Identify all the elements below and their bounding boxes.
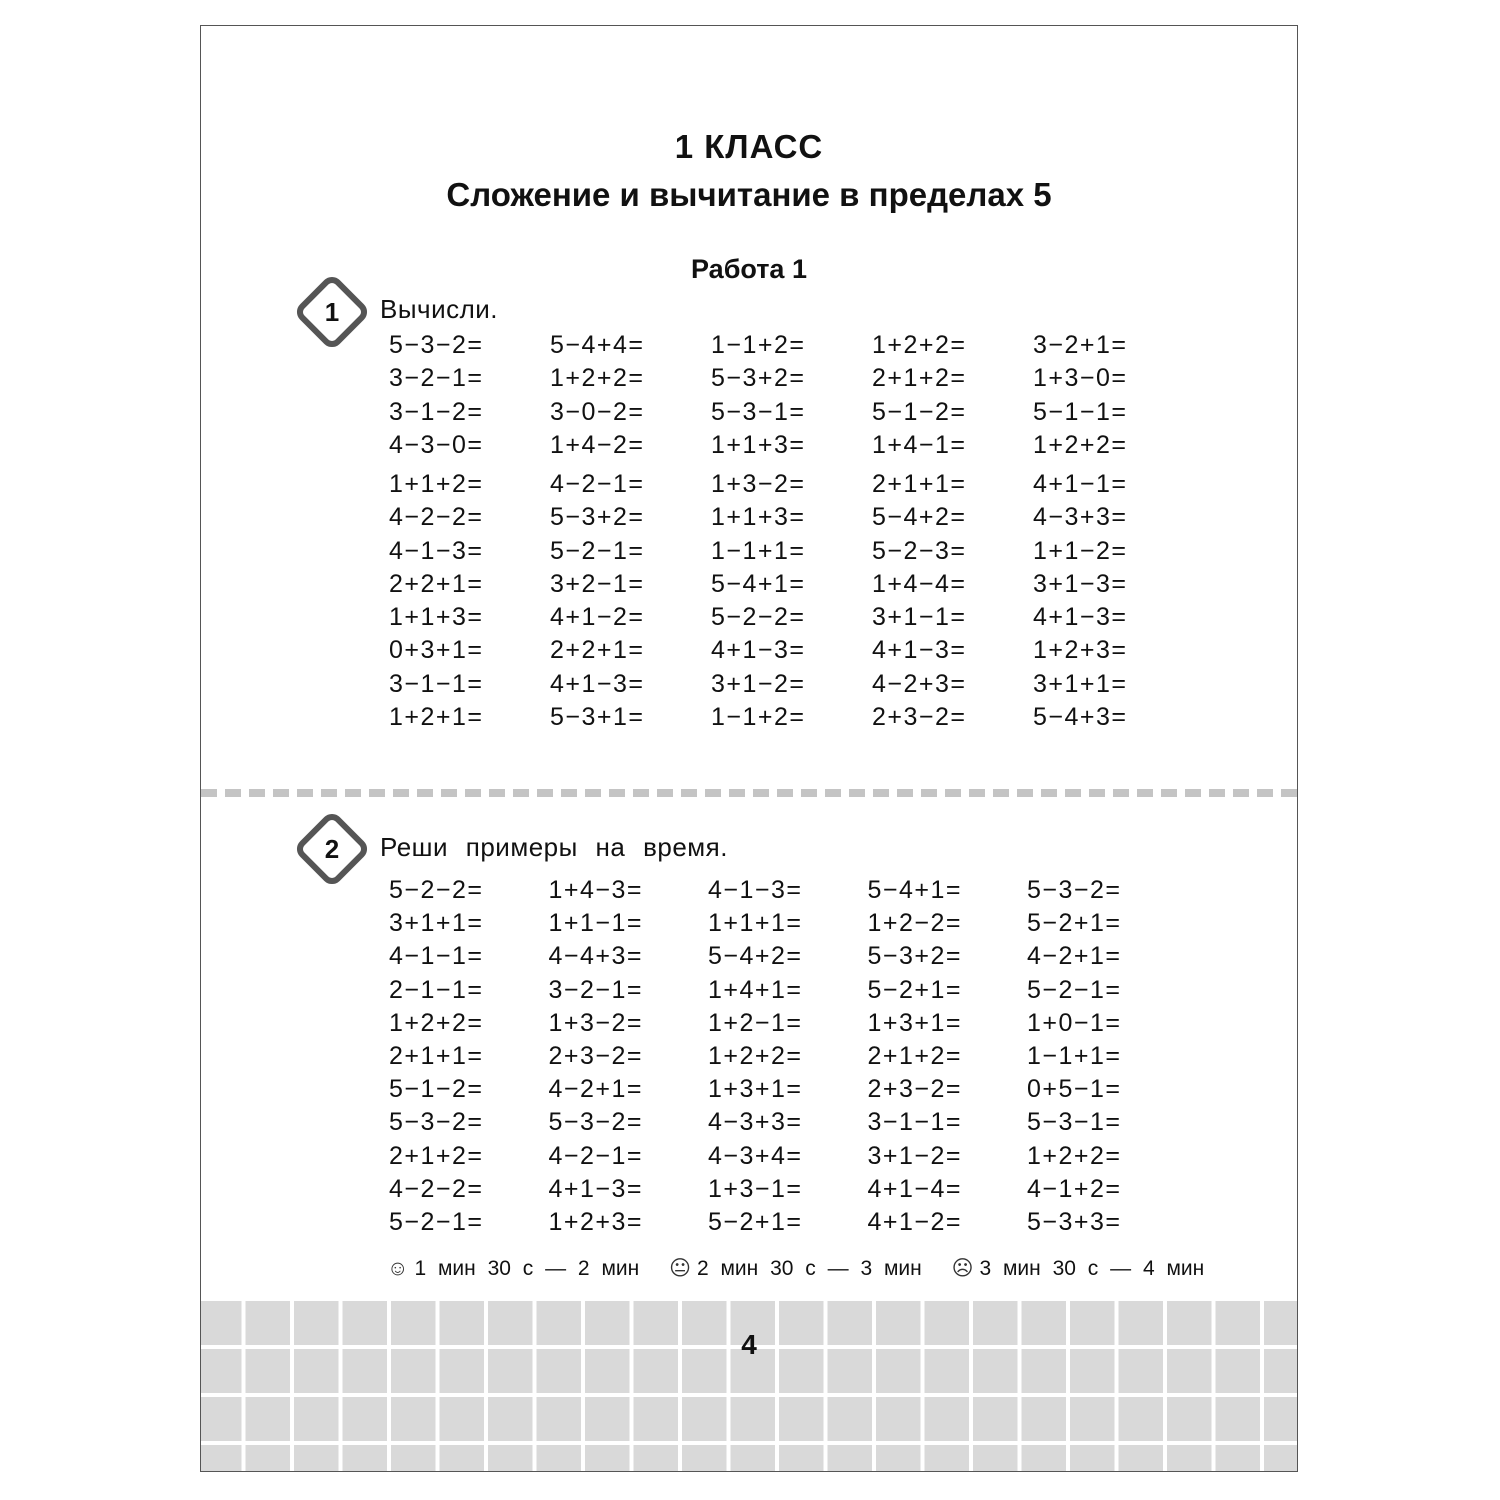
math-example: 1+1+3= [711,503,806,532]
math-example: 2+3−2= [548,1041,644,1070]
math-example: 5−2−3= [872,536,967,565]
math-example: 3−2−1= [389,364,484,393]
math-example: 5−2−2= [711,603,806,632]
math-example: 5−1−2= [872,397,967,426]
math-example: 1+1−2= [1033,536,1128,565]
math-example: 1+1+3= [389,603,484,632]
math-example: 1−1+1= [1027,1041,1122,1070]
math-example: 5−2−1= [1027,975,1122,1004]
math-example: 3−1−1= [389,669,484,698]
math-example: 4+1−3= [550,669,645,698]
math-example: 4−2−1= [550,470,645,498]
math-example: 5−4+1= [711,569,806,598]
math-example: 4−3+4= [708,1141,803,1170]
math-example: 2+1+2= [389,1141,484,1170]
math-example: 1+2+2= [389,1008,484,1037]
math-example: 5−4+1= [867,876,963,904]
math-example: 3+1−2= [711,669,806,698]
math-example: 2+2+1= [389,569,484,598]
math-example: 1+2+2= [708,1041,803,1070]
math-example: 1+1+2= [389,470,484,498]
timing-legend [387,1256,1228,1281]
math-example: 1+3−1= [708,1174,803,1203]
timing-text: 1 мин 30 с — 2 мин [414,1257,640,1280]
math-example: 3+1−1= [872,603,967,632]
math-example: 3+1−3= [1033,569,1128,598]
math-example: 4+1−4= [867,1174,963,1203]
sad-face-icon: ☹ [951,1257,974,1280]
footer-grid-pattern [201,1299,1297,1471]
math-example: 1+3−0= [1033,364,1128,393]
timing-item-3 [952,1256,1205,1281]
work-title: Работа 1 [691,254,807,284]
math-example: 4−1−3= [708,876,803,904]
math-example: 5−4+3= [1033,703,1128,732]
math-example: 4−2−1= [548,1141,644,1170]
math-example: 3+1+1= [1033,669,1128,698]
math-example: 3+2−1= [550,569,645,598]
math-example: 1+1−1= [548,909,644,938]
math-example: 4−2+1= [1027,942,1122,971]
math-example: 5−3−2= [389,331,484,359]
math-example: 4−2+3= [872,669,967,698]
math-example: 1+2+2= [550,364,645,393]
task1-examples-group-b [389,470,1194,736]
math-example: 4+1−3= [548,1174,644,1203]
math-example: 5−1−2= [389,1075,484,1104]
math-example: 5−3−1= [711,397,806,426]
math-example: 5−2+1= [867,975,963,1004]
math-example: 5−2+1= [1027,909,1122,938]
math-example: 1+2+3= [1033,636,1128,665]
math-example: 3+1−2= [867,1141,963,1170]
timing-text: 2 мин 30 с — 3 мин [696,1257,922,1280]
task-number-badge-2 [292,809,371,888]
math-example: 5−3+2= [711,364,806,393]
math-example: 0+3+1= [389,636,484,665]
task-number-1: 1 [324,296,340,327]
math-example: 1+4−2= [550,430,645,459]
math-example: 1+2+2= [1027,1141,1122,1170]
page-title: 1 КЛАСС [674,128,824,165]
math-example: 3−1−1= [867,1108,963,1137]
math-example: 5−4+2= [872,503,967,532]
math-example: 5−3+2= [550,503,645,532]
math-example: 3−2−1= [548,975,644,1004]
math-example: 5−3+1= [550,703,645,732]
math-example: 2−1−1= [389,975,484,1004]
math-example: 4+1−3= [1033,603,1128,632]
math-example: 3−1−2= [389,397,484,426]
math-example: 2+1+1= [389,1041,484,1070]
task1-examples-group-a [389,331,1194,464]
timing-item-1 [387,1257,639,1281]
math-example: 5−3−2= [389,1108,484,1137]
math-example: 4−3+3= [1033,503,1128,532]
math-example: 5−1−1= [1033,397,1128,426]
math-example: 4+1−3= [711,636,806,665]
math-example: 1+3−2= [711,470,806,498]
math-example: 4−2−2= [389,1174,484,1203]
task-number-2: 2 [324,833,340,864]
math-example: 1+2−2= [867,909,963,938]
math-example: 5−3−1= [1027,1108,1122,1137]
math-example: 2+3−2= [872,703,967,732]
math-example: 4+1−3= [872,636,967,665]
math-example: 5−4+4= [550,331,645,359]
math-example: 4−4+3= [548,942,644,971]
page-subtitle: Сложение и вычитание в пределах 5 [446,176,1052,213]
math-example: 5−2−1= [389,1207,484,1236]
math-example: 5−3+2= [867,942,963,971]
math-example: 5−3−2= [548,1108,644,1137]
math-example: 1−1+2= [711,331,806,359]
task2-examples [389,876,1187,1241]
neutral-face-icon: 😐 [669,1257,691,1280]
happy-face-icon: ☺ [387,1257,409,1280]
math-example: 4−3−0= [389,430,484,459]
math-example: 3−2+1= [1033,331,1128,359]
math-example: 4−1+2= [1027,1174,1122,1203]
math-example: 1+4−3= [548,876,644,904]
math-example: 2+1+2= [872,364,967,393]
math-example: 1+3−2= [548,1008,644,1037]
math-example: 1+3+1= [867,1008,963,1037]
math-example: 1+3+1= [708,1075,803,1104]
math-example: 4−2+1= [548,1075,644,1104]
math-example: 4−2−2= [389,503,484,532]
math-example: 0+5−1= [1027,1075,1122,1104]
math-example: 4+1−2= [550,603,645,632]
math-example: 5−2−2= [389,876,484,904]
task1-instruction: Вычисли. [380,294,499,324]
math-example: 1+4−4= [872,569,967,598]
dashed-divider [201,789,1297,797]
math-example: 4+1−2= [867,1207,963,1236]
math-example: 1−1+1= [711,536,806,565]
math-example: 4−1−3= [389,536,484,565]
math-example: 1+2+3= [548,1207,644,1236]
math-example: 4+1−1= [1033,470,1128,498]
page-number: 4 [741,1329,757,1360]
math-example: 2+1+1= [872,470,967,498]
math-example: 1−1+2= [711,703,806,732]
workbook-page [200,25,1298,1472]
math-example: 5−4+2= [708,942,803,971]
math-example: 2+1+2= [867,1041,963,1070]
math-example: 2+2+1= [550,636,645,665]
math-example: 1+2+2= [872,331,967,359]
math-example: 3+1+1= [389,909,484,938]
math-example: 1+2+2= [1033,430,1128,459]
task2-instruction: Реши примеры на время. [380,832,728,862]
timing-item-2 [669,1256,922,1281]
math-example: 1+4−1= [872,430,967,459]
math-example: 1+0−1= [1027,1008,1122,1037]
math-example: 1+2+1= [389,703,484,732]
math-example: 1+1+3= [711,430,806,459]
math-example: 5−2−1= [550,536,645,565]
math-example: 1+4+1= [708,975,803,1004]
math-example: 4−1−1= [389,942,484,971]
math-example: 5−2+1= [708,1207,803,1236]
math-example: 5−3−2= [1027,876,1122,904]
math-example: 5−3+3= [1027,1207,1122,1236]
math-example: 2+3−2= [867,1075,963,1104]
math-example: 1+1+1= [708,909,803,938]
math-example: 3−0−2= [550,397,645,426]
math-example: 1+2−1= [708,1008,803,1037]
math-example: 4−3+3= [708,1108,803,1137]
timing-text: 3 мин 30 с — 4 мин [979,1257,1205,1280]
